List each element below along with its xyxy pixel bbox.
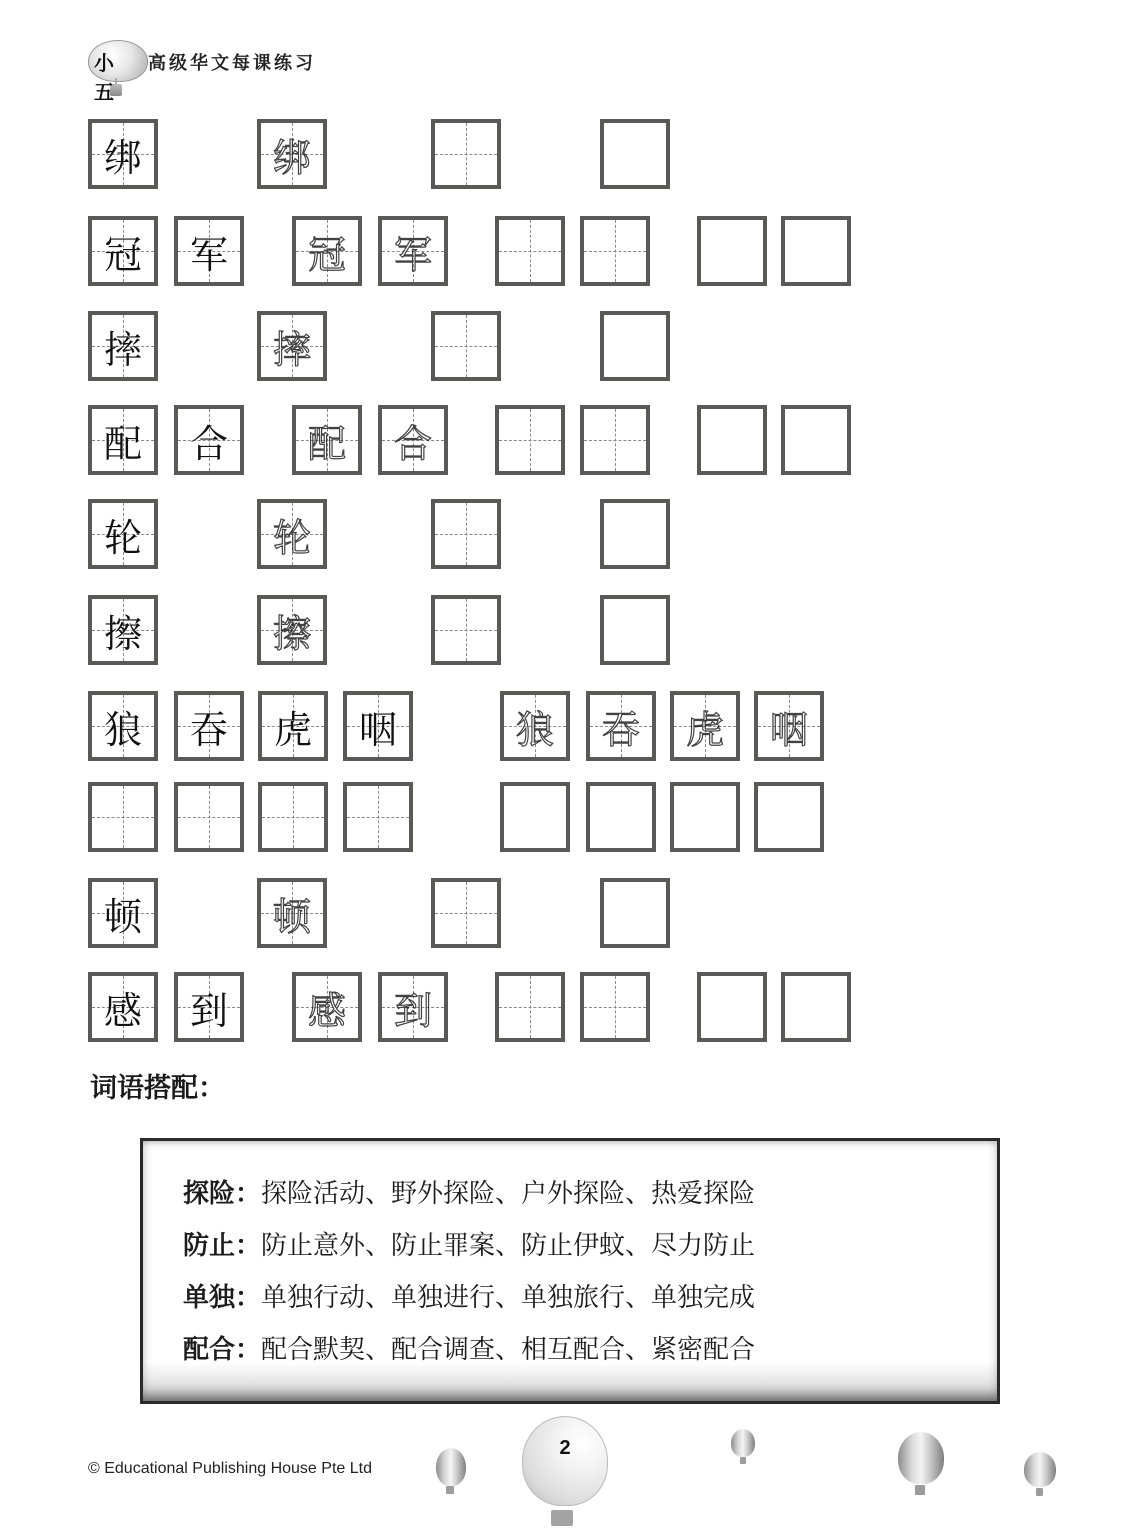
collocation-phrases: 配合默契、配合调查、相互配合、紧密配合 (261, 1335, 756, 1365)
model-character: 虎 (273, 707, 312, 752)
trace-character-box (378, 405, 448, 475)
model-character-box (174, 691, 244, 761)
balloon-icon (1024, 1452, 1056, 1487)
trace-character: 到 (393, 988, 432, 1033)
balloon-icon (898, 1432, 944, 1484)
model-character-box (174, 972, 244, 1042)
model-character-box (88, 878, 158, 948)
trace-character-box (292, 216, 362, 286)
balloon-basket (446, 1486, 454, 1494)
gridded-writing-box[interactable] (174, 782, 244, 852)
model-character-box (88, 311, 158, 381)
gridded-writing-box[interactable] (431, 499, 501, 569)
gridded-writing-box[interactable] (258, 782, 328, 852)
trace-character-box (670, 691, 740, 761)
grade-label: 小五 (94, 51, 115, 104)
gridded-writing-box[interactable] (431, 311, 501, 381)
model-character-box (88, 595, 158, 665)
trace-character-box (257, 311, 327, 381)
blank-writing-box[interactable] (754, 782, 824, 852)
model-character-box (88, 119, 158, 189)
blank-writing-box[interactable] (781, 216, 851, 286)
blank-writing-box[interactable] (600, 311, 670, 381)
trace-character-box (378, 972, 448, 1042)
model-character: 绑 (103, 135, 142, 180)
gridded-writing-box[interactable] (580, 972, 650, 1042)
balloon-basket (740, 1457, 746, 1464)
blank-writing-box[interactable] (670, 782, 740, 852)
collocation-key: 配合： (183, 1335, 262, 1365)
gridded-writing-box[interactable] (343, 782, 413, 852)
blank-writing-box[interactable] (500, 782, 570, 852)
model-character-box (258, 691, 328, 761)
trace-character: 虎 (685, 707, 724, 752)
model-character-box (88, 216, 158, 286)
gridded-writing-box[interactable] (431, 878, 501, 948)
blank-writing-box[interactable] (600, 878, 670, 948)
model-character: 擦 (103, 611, 142, 656)
model-character-box (174, 216, 244, 286)
blank-writing-box[interactable] (697, 405, 767, 475)
trace-character-box (292, 972, 362, 1042)
trace-character-box (586, 691, 656, 761)
blank-writing-box[interactable] (781, 972, 851, 1042)
trace-character-box (378, 216, 448, 286)
gridded-writing-box[interactable] (495, 972, 565, 1042)
gridded-writing-box[interactable] (580, 405, 650, 475)
blank-writing-box[interactable] (697, 216, 767, 286)
blank-writing-box[interactable] (600, 119, 670, 189)
trace-character: 咽 (769, 707, 808, 752)
model-character: 咽 (358, 707, 397, 752)
collocation-phrases: 探险活动、野外探险、户外探险、热爱探险 (261, 1179, 756, 1209)
balloon-icon (436, 1448, 466, 1486)
collocation-key: 探险： (183, 1179, 262, 1209)
blank-writing-box[interactable] (600, 595, 670, 665)
collocation-phrases: 单独行动、单独进行、单独旅行、单独完成 (261, 1283, 756, 1313)
copyright-text: © Educational Publishing House Pte Ltd (88, 1460, 372, 1477)
trace-character: 狼 (515, 707, 554, 752)
model-character: 配 (103, 421, 142, 466)
model-character: 轮 (103, 515, 142, 560)
page-number: 2 (559, 1437, 571, 1459)
trace-character-box (292, 405, 362, 475)
model-character: 军 (189, 232, 228, 277)
collocation-key: 单独： (183, 1283, 262, 1313)
trace-character: 军 (393, 232, 432, 277)
gridded-writing-box[interactable] (88, 782, 158, 852)
gridded-writing-box[interactable] (495, 405, 565, 475)
gridded-writing-box[interactable] (580, 216, 650, 286)
trace-character-box (257, 499, 327, 569)
collocation-key: 防止： (183, 1231, 262, 1261)
trace-character: 擦 (272, 611, 311, 656)
collocation-row (183, 1329, 755, 1366)
trace-character: 感 (307, 988, 346, 1033)
blank-writing-box[interactable] (600, 499, 670, 569)
model-character: 摔 (103, 327, 142, 372)
model-character-box (88, 972, 158, 1042)
collocation-row (183, 1277, 755, 1314)
trace-character: 轮 (272, 515, 311, 560)
blank-writing-box[interactable] (697, 972, 767, 1042)
collocation-panel (140, 1138, 1000, 1404)
balloon-basket (1036, 1488, 1043, 1496)
model-character: 吞 (189, 707, 228, 752)
page-number-balloon (522, 1416, 608, 1506)
trace-character: 绑 (272, 135, 311, 180)
balloon-basket (551, 1510, 573, 1526)
trace-character: 冠 (307, 232, 346, 277)
model-character: 感 (103, 988, 142, 1033)
model-character-box (88, 405, 158, 475)
gridded-writing-box[interactable] (495, 216, 565, 286)
blank-writing-box[interactable] (586, 782, 656, 852)
model-character: 狼 (103, 707, 142, 752)
trace-character: 合 (393, 421, 432, 466)
trace-character: 配 (307, 421, 346, 466)
trace-character-box (257, 878, 327, 948)
gridded-writing-box[interactable] (431, 119, 501, 189)
trace-character: 顿 (272, 894, 311, 939)
trace-character-box (257, 595, 327, 665)
model-character-box (88, 499, 158, 569)
model-character: 合 (189, 421, 228, 466)
model-character-box (88, 691, 158, 761)
collocation-row (183, 1173, 755, 1210)
trace-character: 吞 (601, 707, 640, 752)
model-character: 冠 (103, 232, 142, 277)
trace-character: 摔 (272, 327, 311, 372)
model-character-box (174, 405, 244, 475)
balloon-basket (915, 1485, 925, 1495)
trace-character-box (257, 119, 327, 189)
collocation-phrases: 防止意外、防止罪案、防止伊蚊、尽力防止 (261, 1231, 756, 1261)
section-title: 词语搭配： (90, 1073, 225, 1104)
model-character: 到 (189, 988, 228, 1033)
model-character-box (343, 691, 413, 761)
model-character: 顿 (103, 894, 142, 939)
book-title: 高级华文每课练习 (148, 53, 316, 74)
blank-writing-box[interactable] (781, 405, 851, 475)
balloon-icon (731, 1429, 755, 1457)
collocation-row (183, 1225, 755, 1262)
trace-character-box (754, 691, 824, 761)
trace-character-box (500, 691, 570, 761)
gridded-writing-box[interactable] (431, 595, 501, 665)
